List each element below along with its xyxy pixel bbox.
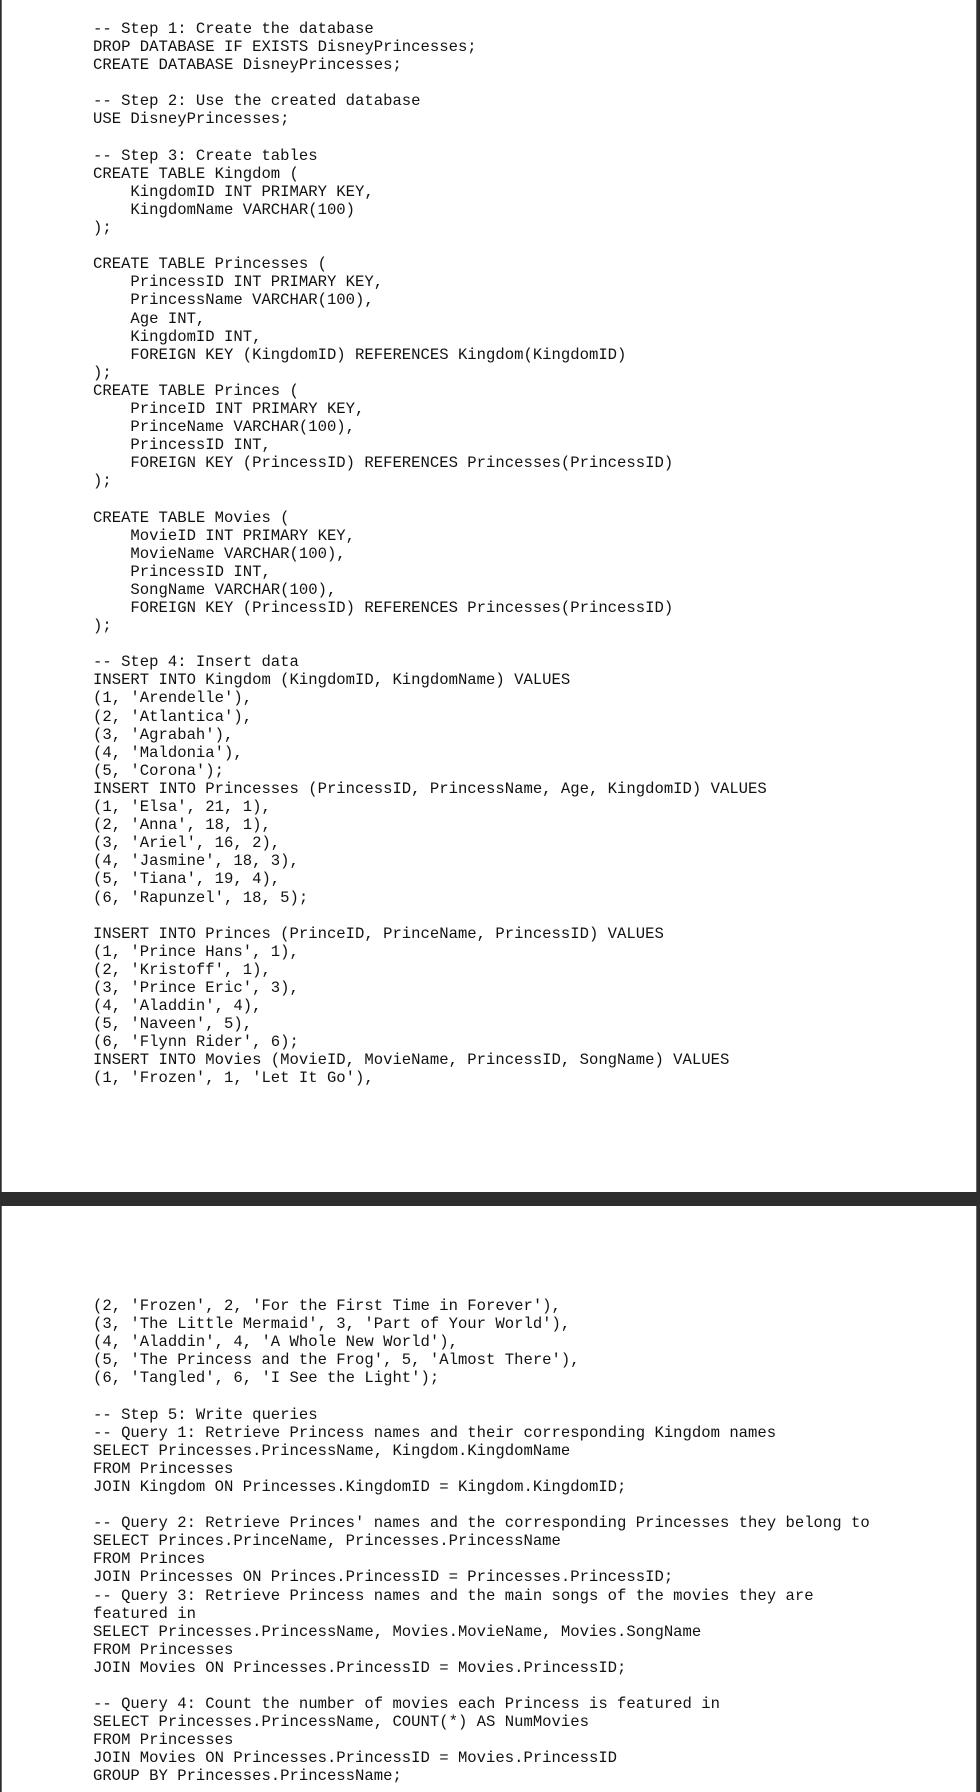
code-line: JOIN Movies ON Princesses.PrincessID = Movies.PrincessID; (93, 1658, 627, 1677)
code-line: Age INT, (93, 309, 206, 328)
code-line: (5, 'The Princess and the Frog', 5, 'Almost There'), (93, 1351, 580, 1370)
code-line: FROM Princesses (93, 1640, 234, 1659)
code-line: -- Query 1: Retrieve Princess names and their corresponding Kingdom names (93, 1423, 777, 1442)
code-line: (3, 'Agrabah'), (93, 725, 234, 744)
code-line: (5, 'Tiana', 19, 4), (93, 870, 281, 889)
code-line: (2, 'Anna', 18, 1), (93, 816, 271, 835)
code-line: KingdomID INT PRIMARY KEY, (93, 182, 374, 201)
code-line: (4, 'Aladdin', 4, 'A Whole New World'), (93, 1333, 458, 1352)
code-line (93, 129, 767, 147)
code-line: ); (93, 363, 112, 382)
code-line: CREATE TABLE Princes ( (93, 381, 299, 400)
code-line: JOIN Princesses ON Princes.PrincessID = Princesses.PrincessID; (93, 1568, 674, 1587)
code-line: (1, 'Prince Hans', 1), (93, 942, 299, 961)
code-line: FOREIGN KEY (PrincessID) REFERENCES Princesses(PrincessID) (93, 454, 674, 473)
code-line: JOIN Kingdom ON Princesses.KingdomID = Kingdom.KingdomID; (93, 1477, 627, 1496)
code-line (93, 907, 767, 925)
code-line: (2, 'Frozen', 2, 'For the First Time in Forever'), (93, 1297, 561, 1315)
code-line: (4, 'Aladdin', 4), (93, 997, 262, 1016)
code-line: JOIN Movies ON Princesses.PrincessID = Movies.PrincessID (93, 1749, 618, 1768)
code-line: KingdomName VARCHAR(100) (93, 200, 356, 219)
code-line: PrinceName VARCHAR(100), (93, 418, 356, 437)
code-line: PrincessID INT PRIMARY KEY, (93, 273, 384, 292)
document-page-1 (1, 0, 977, 1192)
code-line: -- Query 2: Retrieve Princes' names and the corresponding Princesses they belong to (93, 1514, 870, 1533)
code-line (93, 74, 767, 92)
code-line (93, 237, 767, 255)
code-line: FROM Princesses (93, 1459, 234, 1478)
code-line: DROP DATABASE IF EXISTS DisneyPrincesses; (93, 38, 477, 57)
code-line: -- Step 5: Write queries (93, 1405, 318, 1424)
code-line: INSERT INTO Movies (MovieID, MovieName, PrincessID, SongName) VALUES (93, 1051, 730, 1070)
code-line: USE DisneyPrincesses; (93, 110, 290, 129)
code-line: (6, 'Tangled', 6, 'I See the Light'); (93, 1369, 440, 1388)
code-line: CREATE TABLE Princesses ( (93, 255, 327, 274)
document-page-2 (1, 1206, 977, 1792)
code-line: (3, 'Prince Eric', 3), (93, 978, 299, 997)
code-line: (5, 'Corona'); (93, 761, 225, 780)
code-line: CREATE TABLE Movies ( (93, 508, 290, 527)
code-line: PrinceID INT PRIMARY KEY, (93, 399, 365, 418)
code-line: ); (93, 617, 112, 636)
code-line (93, 1496, 870, 1514)
code-line: GROUP BY Princesses.PrincessName; (93, 1767, 402, 1786)
code-line: FOREIGN KEY (PrincessID) REFERENCES Princesses(PrincessID) (93, 599, 674, 617)
code-line: (1, 'Frozen', 1, 'Let It Go'), (93, 1069, 374, 1088)
code-line: featured in (93, 1604, 196, 1623)
code-line: (3, 'Ariel', 16, 2), (93, 834, 281, 853)
code-line: SongName VARCHAR(100), (93, 580, 337, 599)
code-line: (6, 'Flynn Rider', 6); (93, 1033, 299, 1052)
code-line: (2, 'Kristoff', 1), (93, 960, 271, 979)
code-line: SELECT Princesses.PrincessName, Movies.MovieName, Movies.SongName (93, 1622, 702, 1641)
code-line: -- Query 4: Count the number of movies each Princess is featured in (93, 1695, 720, 1714)
code-line (93, 490, 767, 508)
code-line: PrincessID INT, (93, 436, 271, 455)
code-line: ); (93, 219, 112, 238)
code-line: -- Query 3: Retrieve Princess names and the main songs of the movies they are (93, 1586, 814, 1605)
code-line: SELECT Princes.PrinceName, Princesses.PrincessName (93, 1532, 561, 1551)
code-line: (1, 'Elsa', 21, 1), (93, 798, 271, 817)
code-line (93, 635, 767, 653)
code-line: KingdomID INT, (93, 327, 262, 346)
code-line: (5, 'Naveen', 5), (93, 1015, 253, 1034)
code-line: PrincessID INT, (93, 562, 271, 581)
code-line (93, 1677, 870, 1695)
code-line: MovieName VARCHAR(100), (93, 544, 346, 563)
code-line: -- Step 1: Create the database (93, 20, 374, 38)
sql-code-block (93, 1297, 870, 1786)
code-line: SELECT Princesses.PrincessName, COUNT(*) AS NumMovies (93, 1713, 589, 1732)
code-line: -- Step 3: Create tables (93, 146, 318, 165)
code-line: CREATE DATABASE DisneyPrincesses; (93, 56, 402, 75)
code-line: (1, 'Arendelle'), (93, 689, 253, 708)
code-line: (6, 'Rapunzel', 18, 5); (93, 888, 309, 907)
code-line: INSERT INTO Princes (PrinceID, PrinceName, PrincessID) VALUES (93, 924, 664, 943)
code-line: MovieID INT PRIMARY KEY, (93, 526, 356, 545)
code-line (93, 1387, 870, 1405)
code-line: FROM Princesses (93, 1731, 234, 1750)
code-line: INSERT INTO Princesses (PrincessID, PrincessName, Age, KingdomID) VALUES (93, 779, 767, 798)
code-line: -- Step 4: Insert data (93, 653, 299, 672)
code-line: -- Step 2: Use the created database (93, 92, 421, 111)
code-line: ); (93, 472, 112, 491)
code-line: (3, 'The Little Mermaid', 3, 'Part of Your World'), (93, 1315, 571, 1334)
code-line: FOREIGN KEY (KingdomID) REFERENCES Kingdom(KingdomID) (93, 345, 627, 364)
sql-code-block (93, 20, 767, 1088)
code-line: INSERT INTO Kingdom (KingdomID, KingdomName) VALUES (93, 671, 571, 690)
code-line: (4, 'Maldonia'), (93, 743, 243, 762)
code-line: (4, 'Jasmine', 18, 3), (93, 852, 299, 871)
code-line: (2, 'Atlantica'), (93, 707, 253, 726)
code-line: CREATE TABLE Kingdom ( (93, 164, 299, 183)
code-line: SELECT Princesses.PrincessName, Kingdom.KingdomName (93, 1441, 571, 1460)
code-line: PrincessName VARCHAR(100), (93, 291, 374, 310)
code-line: FROM Princes (93, 1550, 206, 1569)
